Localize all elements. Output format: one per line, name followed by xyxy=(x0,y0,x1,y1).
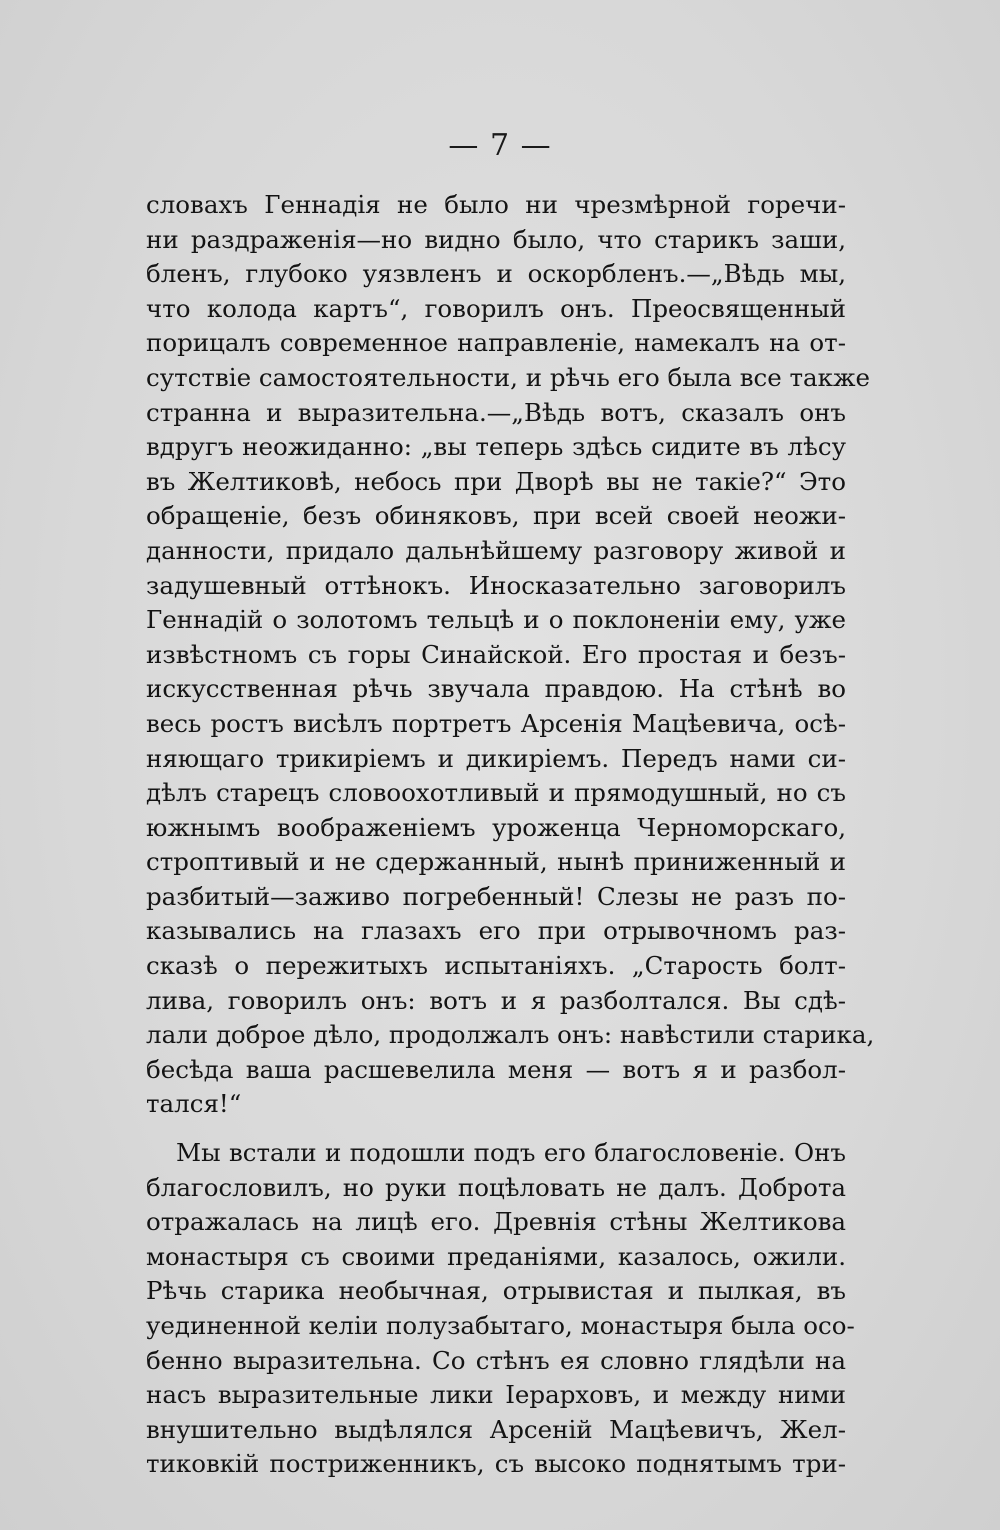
text-line: уединенной келіи полузабытаго, монастыря была осо- xyxy=(146,1311,855,1340)
text-line: тиковкій постриженникъ, съ высоко поднятымъ три- xyxy=(146,1449,846,1479)
page-number: — 7 — xyxy=(448,128,552,163)
text-line: сказѣ о пережитыхъ испытаніяхъ. „Старость болт- xyxy=(146,951,846,981)
text-line: въ Желтиковѣ, небось при Дворѣ вы не такіе?“ Это xyxy=(146,466,846,496)
paragraph-1 xyxy=(146,188,875,1122)
text-line: извѣстномъ съ горы Синайской. Его простая и безъ- xyxy=(146,639,846,669)
text-line: вдругъ неожиданно: „вы теперь здѣсь сидите въ лѣсу xyxy=(146,432,846,462)
text-line: дѣлъ старецъ словоохотливый и прямодушный, но съ xyxy=(146,778,846,808)
paragraph-2 xyxy=(146,1136,855,1482)
text-line: няющаго трикиріемъ и дикиріемъ. Передъ нами си- xyxy=(146,743,846,773)
text-line: сутствіе самостоятельности, и рѣчь его была все также xyxy=(146,362,871,392)
paragraph-gap xyxy=(146,1122,846,1136)
text-line: Рѣчь старика необычная, отрывистая и пылкая, въ xyxy=(146,1276,846,1306)
text-line: казывались на глазахъ его при отрывочномъ раз- xyxy=(146,916,846,946)
text-line: словахъ Геннадія не было ни чрезмѣрной горечи- xyxy=(146,190,846,219)
text-line: задушевный оттѣнокъ. Иносказательно заговорилъ xyxy=(146,570,846,600)
text-line: весь ростъ висѣлъ портретъ Арсенія Мацѣевича, осѣ- xyxy=(146,708,846,738)
text-line: разбитый—заживо погребенный! Слезы не разъ по- xyxy=(146,881,846,911)
text-line: южнымъ воображеніемъ уроженца Черноморскаго, xyxy=(146,812,846,842)
text-line: монастыря съ своими преданіями, казалось, ожили. xyxy=(146,1241,846,1271)
text-line: благословилъ, но руки поцѣловать не далъ. Доброта xyxy=(146,1172,846,1202)
text-line: лива, говорилъ онъ: вотъ и я разболтался. Вы сдѣ- xyxy=(146,985,846,1015)
text-line: бленъ, глубоко уязвленъ и оскорбленъ.—„Вѣдь мы, xyxy=(146,259,846,289)
text-line: лали доброе дѣло, продолжалъ онъ: навѣстили старика, xyxy=(146,1020,875,1050)
text-line: бенно выразительна. Со стѣнъ ея словно глядѣли на xyxy=(146,1345,846,1375)
body-text xyxy=(146,188,875,1482)
text-line: Геннадій о золотомъ тельцѣ и о поклоненіи ему, уже xyxy=(146,605,846,635)
text-line: ни раздраженія—но видно было, что старикъ заши, xyxy=(146,224,846,254)
text-line: насъ выразительные лики Іерарховъ, и между ними xyxy=(146,1380,846,1410)
text-line: внушительно выдѣлялся Арсеній Мацѣевичъ, Жел- xyxy=(146,1414,846,1444)
text-line: искусственная рѣчь звучала правдою. На стѣнѣ во xyxy=(146,674,846,704)
text-line: обращеніе, безъ обиняковъ, при всей своей неожи- xyxy=(146,501,846,531)
text-line: Мы встали и подошли подъ его благословеніе. Онъ xyxy=(176,1138,846,1168)
text-line: тался!“ xyxy=(146,1089,242,1119)
text-line: странна и выразительна.—„Вѣдь вотъ, сказалъ онъ xyxy=(146,397,846,427)
text-line: данности, придало дальнѣйшему разговору живой и xyxy=(146,535,846,565)
text-line: отражалась на лицѣ его. Древнія стѣны Желтикова xyxy=(146,1207,846,1237)
text-line: порицалъ современное направленіе, намекалъ на от- xyxy=(146,328,846,358)
text-line: бесѣда ваша расшевелила меня — вотъ я и разбол- xyxy=(146,1054,846,1084)
text-line: строптивый и не сдержанный, нынѣ приниженный и xyxy=(146,847,846,877)
text-line: что колода картъ“, говорилъ онъ. Преосвященный xyxy=(146,293,846,323)
